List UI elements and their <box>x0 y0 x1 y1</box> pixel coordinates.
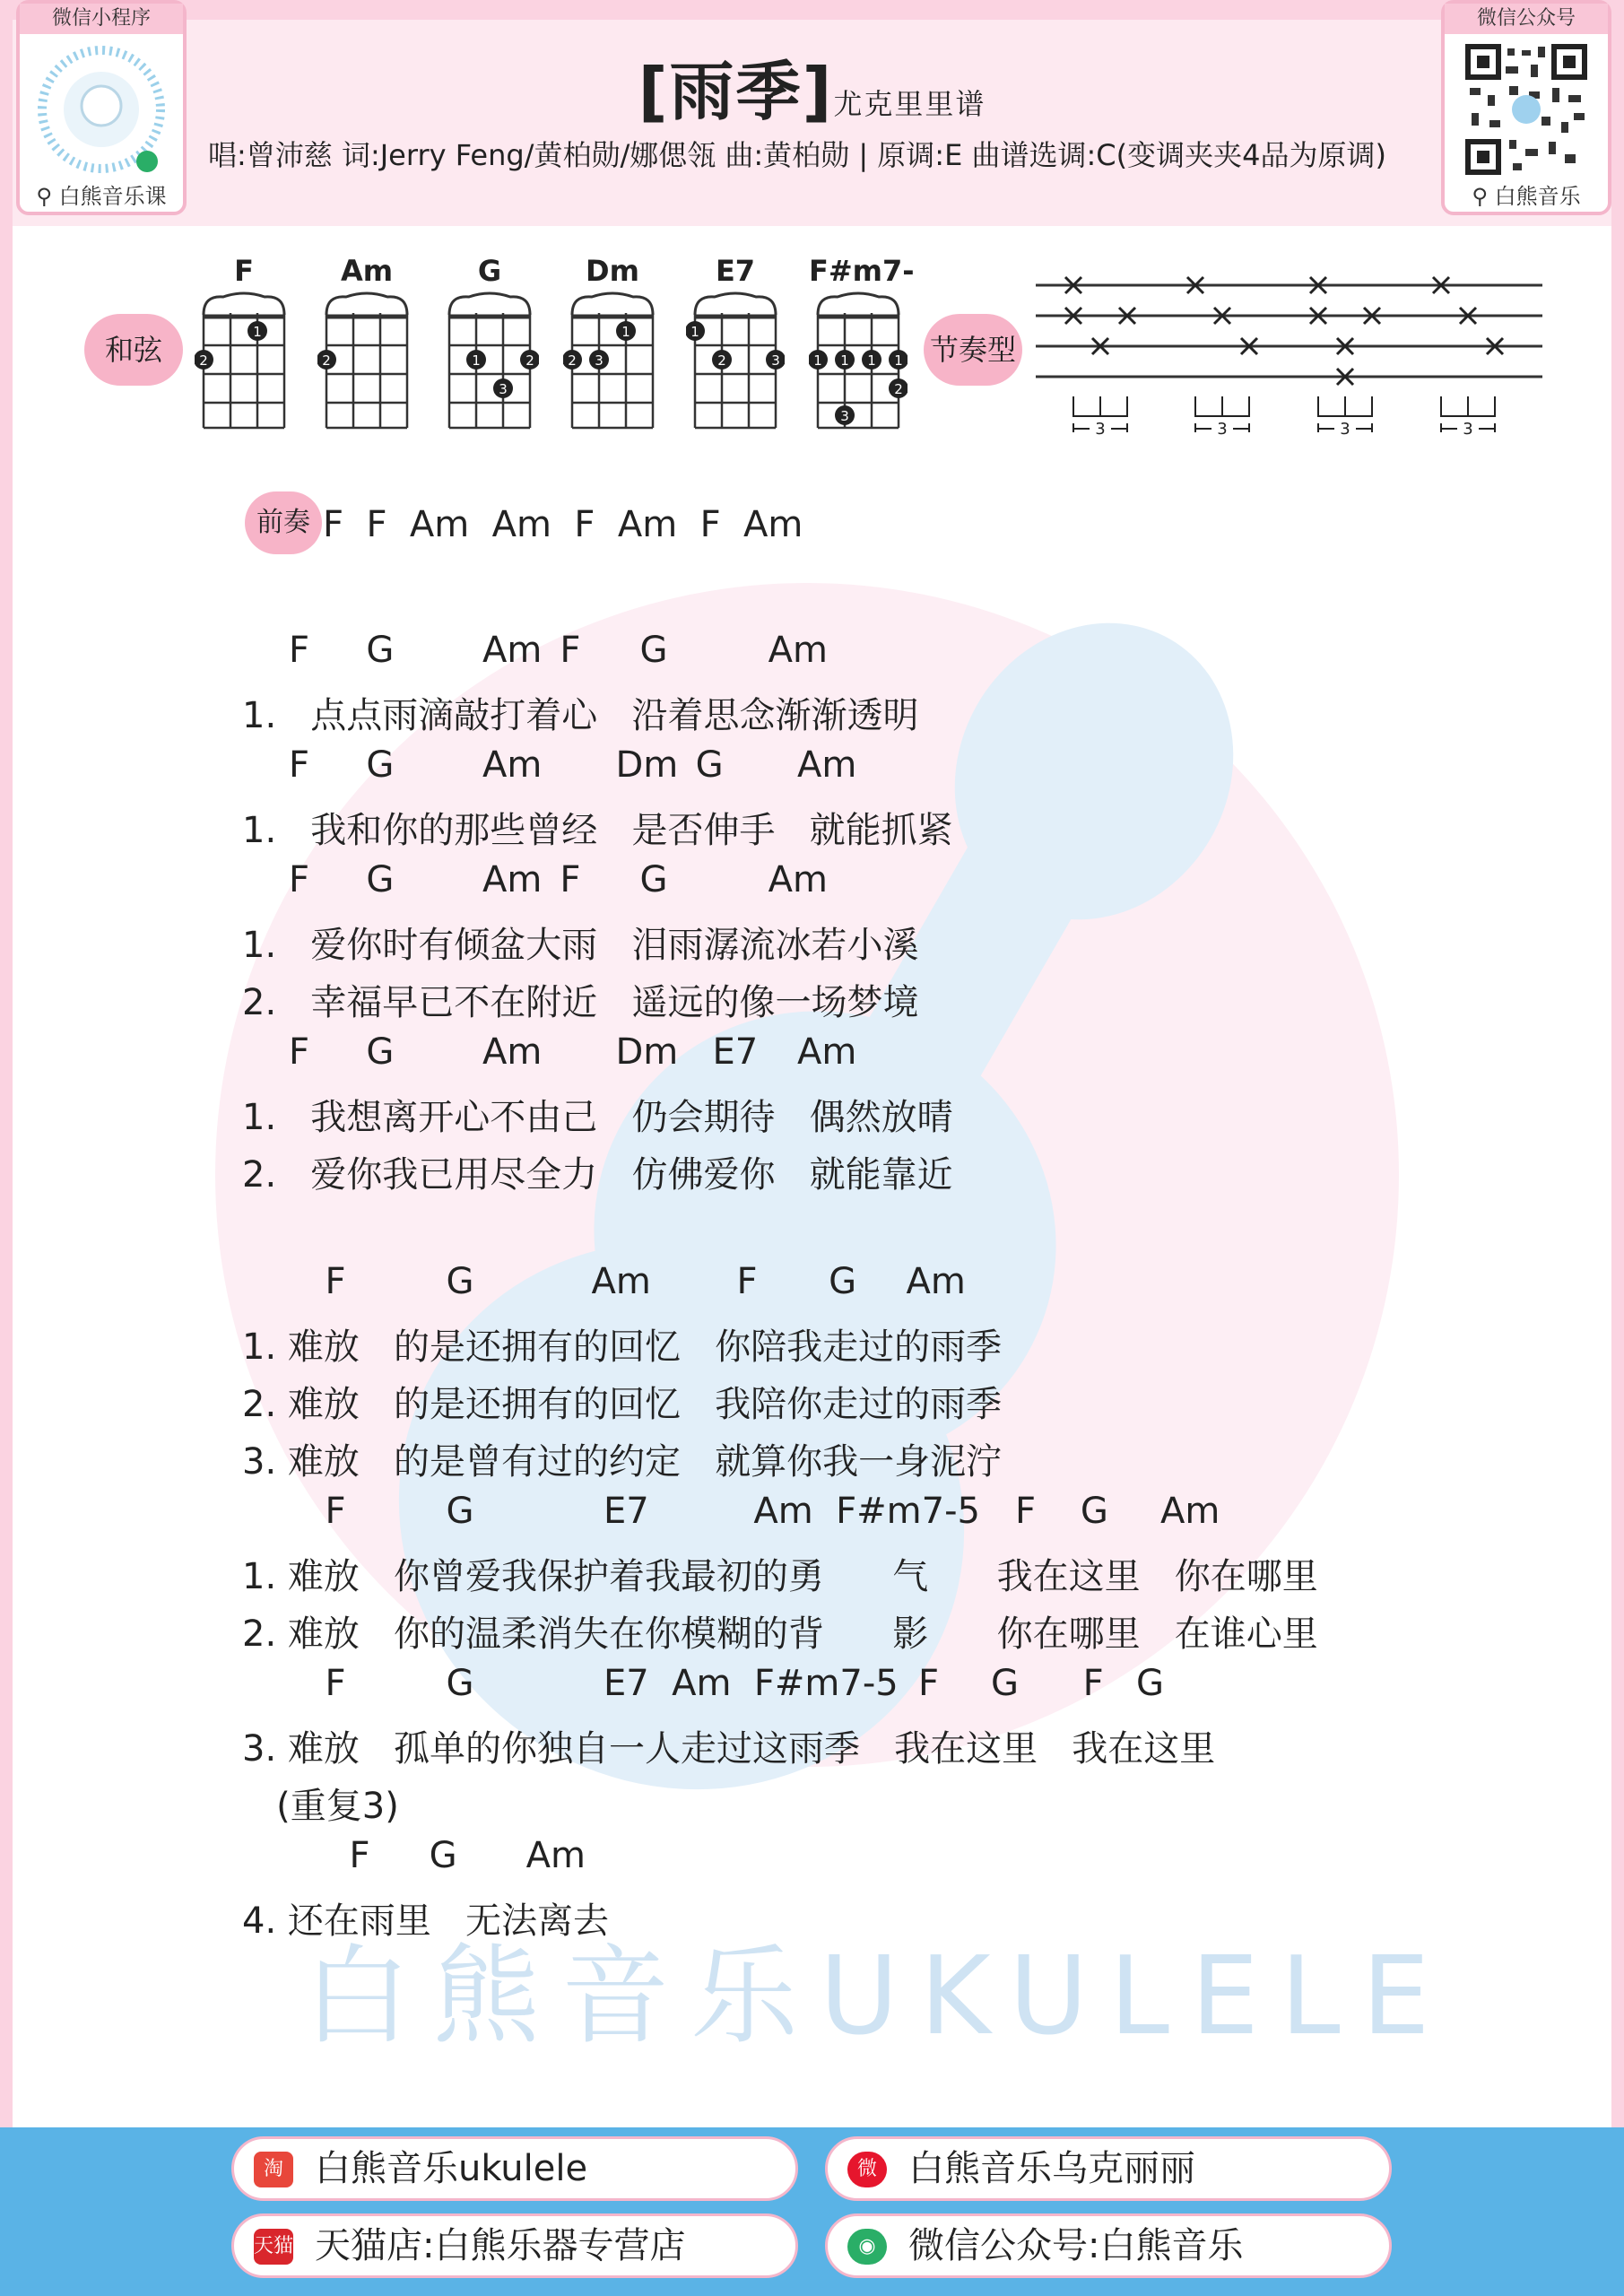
chord-label: Am <box>482 1031 543 1073</box>
tmall-icon: 天猫 <box>254 2229 293 2265</box>
chord-name: F <box>234 254 254 288</box>
chord-name: Am <box>340 254 394 288</box>
finger-dot <box>195 350 213 370</box>
lyric-line: 1. 爱你时有倾盆大雨 泪雨潺流冰若小溪 <box>242 925 919 966</box>
footer-label: 天猫店:白熊乐器专营店 <box>315 2225 686 2266</box>
chord-label: F <box>1015 1491 1037 1532</box>
lyric-line: 1. 点点雨滴敲打着心 沿着思念渐渐透明 <box>242 695 919 736</box>
finger-dot <box>589 350 609 370</box>
triplet-label: 3 <box>1095 420 1106 439</box>
chord-name: Dm <box>586 254 639 288</box>
chord-label: F <box>918 1663 940 1704</box>
finger-dot <box>466 350 486 370</box>
finger-number: 3 <box>840 408 849 424</box>
finger-number: 3 <box>595 352 604 369</box>
mini-program-footer-label: 白熊音乐课 <box>58 184 167 209</box>
finger-dot <box>317 350 336 370</box>
chords-badge: 和弦 <box>84 314 183 386</box>
chord-label: G <box>991 1663 1019 1704</box>
chord-name: F#m7 <box>809 254 903 288</box>
footer-link-tmall[interactable] <box>231 2213 798 2278</box>
finger-number: 2 <box>568 352 577 369</box>
chord-label: G <box>446 1491 474 1532</box>
footer-label: 微信公众号:白熊音乐 <box>908 2225 1244 2266</box>
footer-label: 白熊音乐乌克丽丽 <box>908 2148 1195 2189</box>
chord-label: F <box>349 1835 370 1876</box>
chord-label: F <box>289 744 310 786</box>
lyric-line: 2. 难放 的是还拥有的回忆 我陪你走过的雨季 <box>242 1384 1003 1425</box>
official-account-footer-label: 白熊音乐 <box>1494 184 1581 209</box>
finger-number: 1 <box>867 352 876 369</box>
finger-number: 1 <box>621 324 630 340</box>
chord-name: G <box>477 254 502 288</box>
finger-dot <box>766 350 785 370</box>
chord-label: G <box>829 1261 857 1302</box>
lyric-line: 1. 难放 的是还拥有的回忆 你陪我走过的雨季 <box>242 1326 1003 1368</box>
lyric-line: 3. 难放 孤单的你独自一人走过这雨季 我在这里 我在这里 <box>242 1728 1216 1770</box>
finger-number: 2 <box>525 352 534 369</box>
song-title-suffix: 尤克里里谱 <box>833 87 986 121</box>
finger-number: 2 <box>894 381 903 397</box>
chord-label: F <box>289 630 310 671</box>
finger-number: 3 <box>771 352 780 369</box>
chord-diagram <box>440 291 539 435</box>
finger-number: 2 <box>199 352 208 369</box>
finger-number: 1 <box>690 324 699 340</box>
song-title-text: [雨季] <box>638 54 834 129</box>
chord-label: E7 <box>604 1491 649 1532</box>
footer-label: 白熊音乐ukulele <box>315 2148 588 2189</box>
lyric-line: (重复3) <box>242 1786 399 1827</box>
lyric-line: 2. 难放 你的温柔消失在你模糊的背 影 你在哪里 在谁心里 <box>242 1613 1318 1655</box>
chord-label: G <box>366 859 395 900</box>
chord-label: F <box>560 859 581 900</box>
lyric-line: 1. 难放 你曾爱我保护着我最初的勇 气 我在这里 你在哪里 <box>242 1556 1318 1597</box>
finger-dot <box>563 350 582 370</box>
lyric-line: 3. 难放 的是曾有过的约定 就算你我一身泥泞 <box>242 1441 1003 1483</box>
finger-dot <box>809 350 828 370</box>
chord-label: Am <box>768 630 828 671</box>
chord-label: G <box>429 1835 457 1876</box>
chord-label: Am F#m7-5 <box>753 1491 980 1532</box>
social-platforms-icon: 淘 <box>254 2152 293 2187</box>
chord-label: F <box>560 630 581 671</box>
finger-number: 1 <box>840 352 849 369</box>
finger-number: 2 <box>717 352 726 369</box>
chord-label: E7 <box>712 1031 759 1073</box>
chord-label: Am <box>906 1261 966 1302</box>
brand-watermark: 白熊音乐UKULELE <box>303 1935 1452 2059</box>
chord-label: F <box>289 1031 310 1073</box>
finger-number: 1 <box>472 352 481 369</box>
chord-diagram <box>195 291 293 435</box>
chord-label: Dm <box>615 744 679 786</box>
footer-link-social[interactable] <box>231 2136 798 2201</box>
chord-label: F <box>325 1663 346 1704</box>
chord-label: Am <box>482 630 543 671</box>
chord-label: G <box>366 744 395 786</box>
mini-program-caption: 微信小程序 <box>20 4 183 34</box>
chord-label: E7 Am F#m7-5 <box>604 1663 899 1704</box>
footer-link-weibo[interactable] <box>825 2136 1392 2201</box>
song-title <box>0 39 1624 133</box>
chord-label: Am <box>482 744 543 786</box>
chord-label: Dm <box>615 1031 679 1073</box>
chord-label: Am <box>768 859 828 900</box>
finger-dot <box>862 350 881 370</box>
wechat-icon: ◉ <box>847 2229 887 2265</box>
chord-label: G <box>366 1031 395 1073</box>
intro-badge: 前奏 <box>245 491 322 554</box>
chord-diagram <box>809 291 908 435</box>
finger-dot <box>889 350 908 370</box>
chord-label: G <box>366 630 395 671</box>
chord-label: Am <box>591 1261 651 1302</box>
chord-name: E7 <box>715 254 756 288</box>
chord-label: G <box>639 859 668 900</box>
finger-dot <box>248 321 267 341</box>
finger-number: 2 <box>322 352 331 369</box>
chord-label: F <box>289 859 310 900</box>
lyric-line: 2. 爱你我已用尽全力 仿佛爱你 就能靠近 <box>242 1154 953 1196</box>
footer-link-wechat[interactable] <box>825 2213 1392 2278</box>
finger-number: 1 <box>253 324 262 340</box>
chord-label: F <box>1082 1663 1104 1704</box>
mini-program-footer: ⚲ 白熊音乐课 <box>36 184 167 209</box>
chord-diagram <box>317 291 416 435</box>
chord-label: Am <box>797 1031 857 1073</box>
chord-label: G <box>639 630 668 671</box>
finger-dot <box>493 378 513 398</box>
official-account-footer: ⚲ 白熊音乐 <box>1472 184 1581 209</box>
finger-dot <box>520 350 539 370</box>
song-credits: 唱:曾沛慈 词:Jerry Feng/黄柏勋/娜偲瓴 曲:黄柏勋 | 原调:E 曲谱选调:C(变调夹夹4品为原调) <box>208 138 1386 172</box>
finger-number: 1 <box>894 352 903 369</box>
chord-label: F <box>325 1491 346 1532</box>
finger-dot <box>712 350 732 370</box>
lyric-line: 2. 幸福早已不在附近 遥远的像一场梦境 <box>242 982 919 1023</box>
chord-label: G <box>1136 1663 1164 1704</box>
finger-dot <box>889 378 908 398</box>
chord-label: Am <box>525 1835 586 1876</box>
lyric-line: 1. 我和你的那些曾经 是否伸手 就能抓紧 <box>242 810 953 851</box>
official-account-caption: 微信公众号 <box>1445 4 1608 34</box>
triplet-label: 3 <box>1217 420 1228 439</box>
chord-label: F <box>736 1261 758 1302</box>
chord-label: Am <box>797 744 857 786</box>
rhythm-pattern-diagram <box>1036 269 1547 448</box>
chord-label: G <box>695 744 724 786</box>
finger-dot <box>686 321 705 341</box>
finger-dot <box>616 321 636 341</box>
finger-dot <box>835 350 855 370</box>
weibo-icon: 微 <box>847 2152 887 2187</box>
chord-label: G <box>446 1663 474 1704</box>
rhythm-badge: 节奏型 <box>924 314 1022 386</box>
finger-number: 1 <box>813 352 822 369</box>
triplet-label: 3 <box>1463 420 1473 439</box>
lyric-line: 1. 我想离开心不由己 仍会期待 偶然放晴 <box>242 1097 953 1138</box>
chord-diagram <box>563 291 662 435</box>
intro-chords: F F Am Am F Am F Am <box>323 504 803 545</box>
lyric-line: 4. 还在雨里 无法离去 <box>242 1900 610 1942</box>
triplet-label: 3 <box>1340 420 1350 439</box>
footer-bar <box>0 2127 1624 2296</box>
chord-diagram <box>686 291 785 435</box>
chord-label: Am <box>1160 1491 1220 1532</box>
chord-label: G <box>1080 1491 1108 1532</box>
chord-label: F <box>325 1261 346 1302</box>
chord-label: Am <box>482 859 543 900</box>
finger-dot <box>835 405 855 425</box>
chord-label: G <box>446 1261 474 1302</box>
finger-number: 3 <box>499 381 508 397</box>
